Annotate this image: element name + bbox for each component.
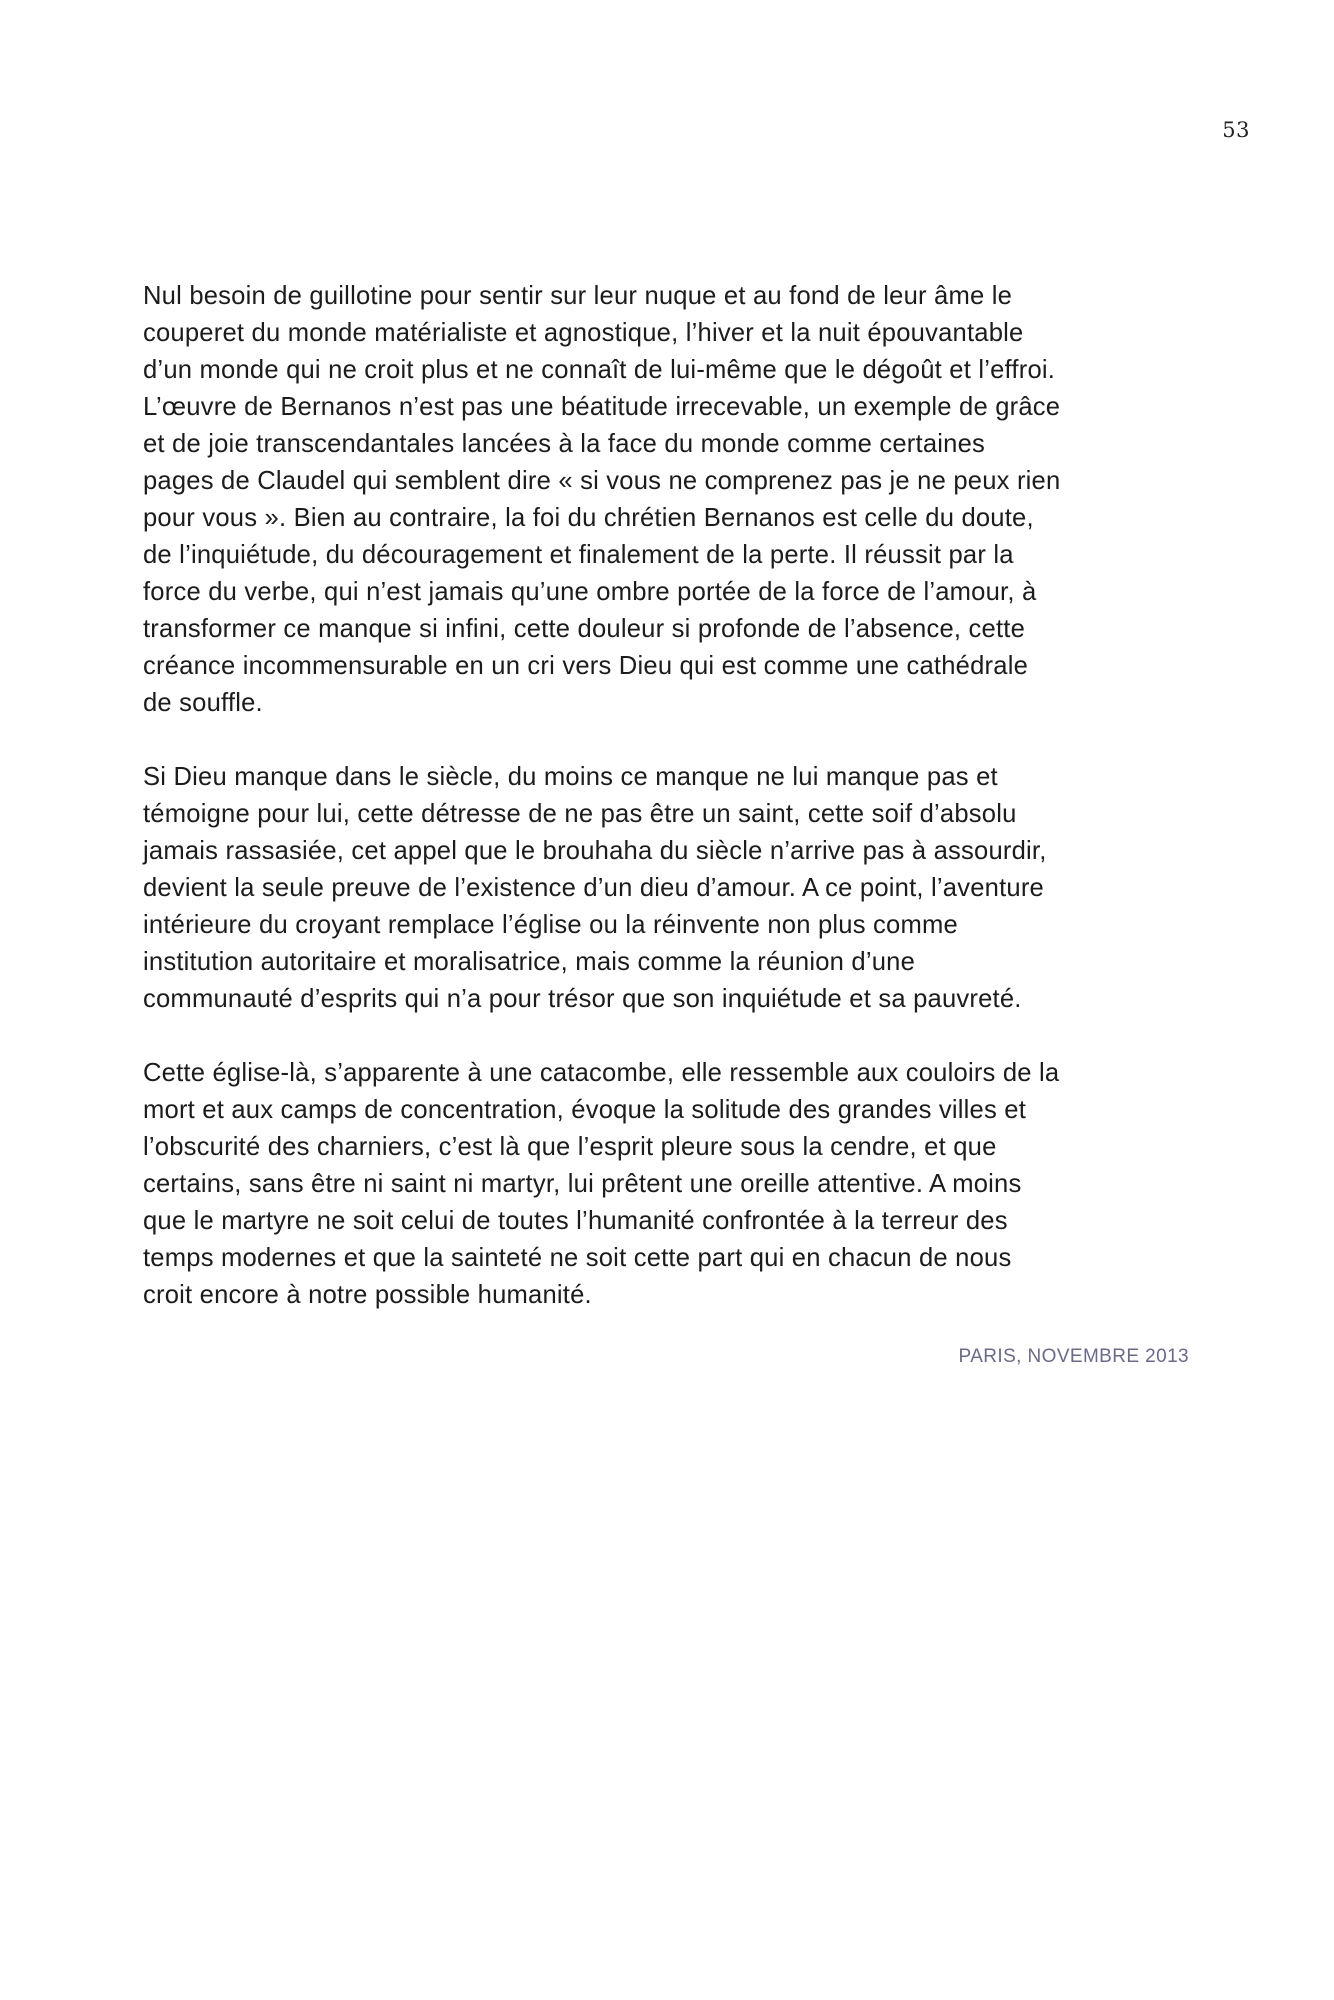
- paragraph-2: Si Dieu manque dans le siècle, du moins ce manque ne lui manque pas et témoigne pour lui, cette détresse de ne pas être un saint, cette soif d’absolu jamais rassasiée, cet appel que le brouhaha du siècle n’arrive pas à assourdir, devient la seule preuve de l’existence d’un dieu d’amour. A ce point, l’aventure intérieure du croyant remplace l’église ou la réinvente non plus comme institution autoritaire et moralisatrice, mais comme la réunion d’une communauté d’esprits qui n’a pour trésor que son inquiétude et sa pauvreté.: [143, 763, 1047, 1013]
- paragraph-1: Nul besoin de guillotine pour sentir sur leur nuque et au fond de leur âme le couperet du monde matérialiste et agnostique, l’hiver et la nuit épouvantable d’un monde qui ne croit plus et ne connaît de lui-même que le dégoût et l’effroi. L’œuvre de Bernanos n’est pas une béatitude irrecevable, un exemple de grâce et de joie transcendantales lancées à la face du monde comme certaines pages de Claudel qui semblent dire « si vous ne comprenez pas je ne peux rien pour vous ». Bien au contraire, la foi du chrétien Bernanos est celle du doute, de l’inquiétude, du découragement et finalement de la perte. Il réussit par la force du verbe, qui n’est jamais qu’une ombre portée de la force de l’amour, à transformer ce manque si infini, cette douleur si profonde de l’absence, cette créance incommensurable en un cri vers Dieu qui est comme une cathédrale de souffle.: [143, 282, 1061, 717]
- place-date-signature: PARIS, NOVEMBRE 2013: [958, 1346, 1189, 1367]
- page-number: 53: [1222, 118, 1250, 142]
- paragraph-3: Cette église-là, s’apparente à une catacombe, elle ressemble aux couloirs de la mort et aux camps de concentration, évoque la solitude des grandes villes et l’obscurité des charniers, c’est là que l’esprit pleure sous la cendre, et que certains, sans être ni saint ni martyr, lui prêtent une oreille attentive. A moins que le martyre ne soit celui de toutes l’humanité confrontée à la terreur des temps modernes et que la sainteté ne soit cette part qui en chacun de nous croit encore à notre possible humanité.: [143, 1059, 1060, 1309]
- body-text: [143, 278, 1203, 1351]
